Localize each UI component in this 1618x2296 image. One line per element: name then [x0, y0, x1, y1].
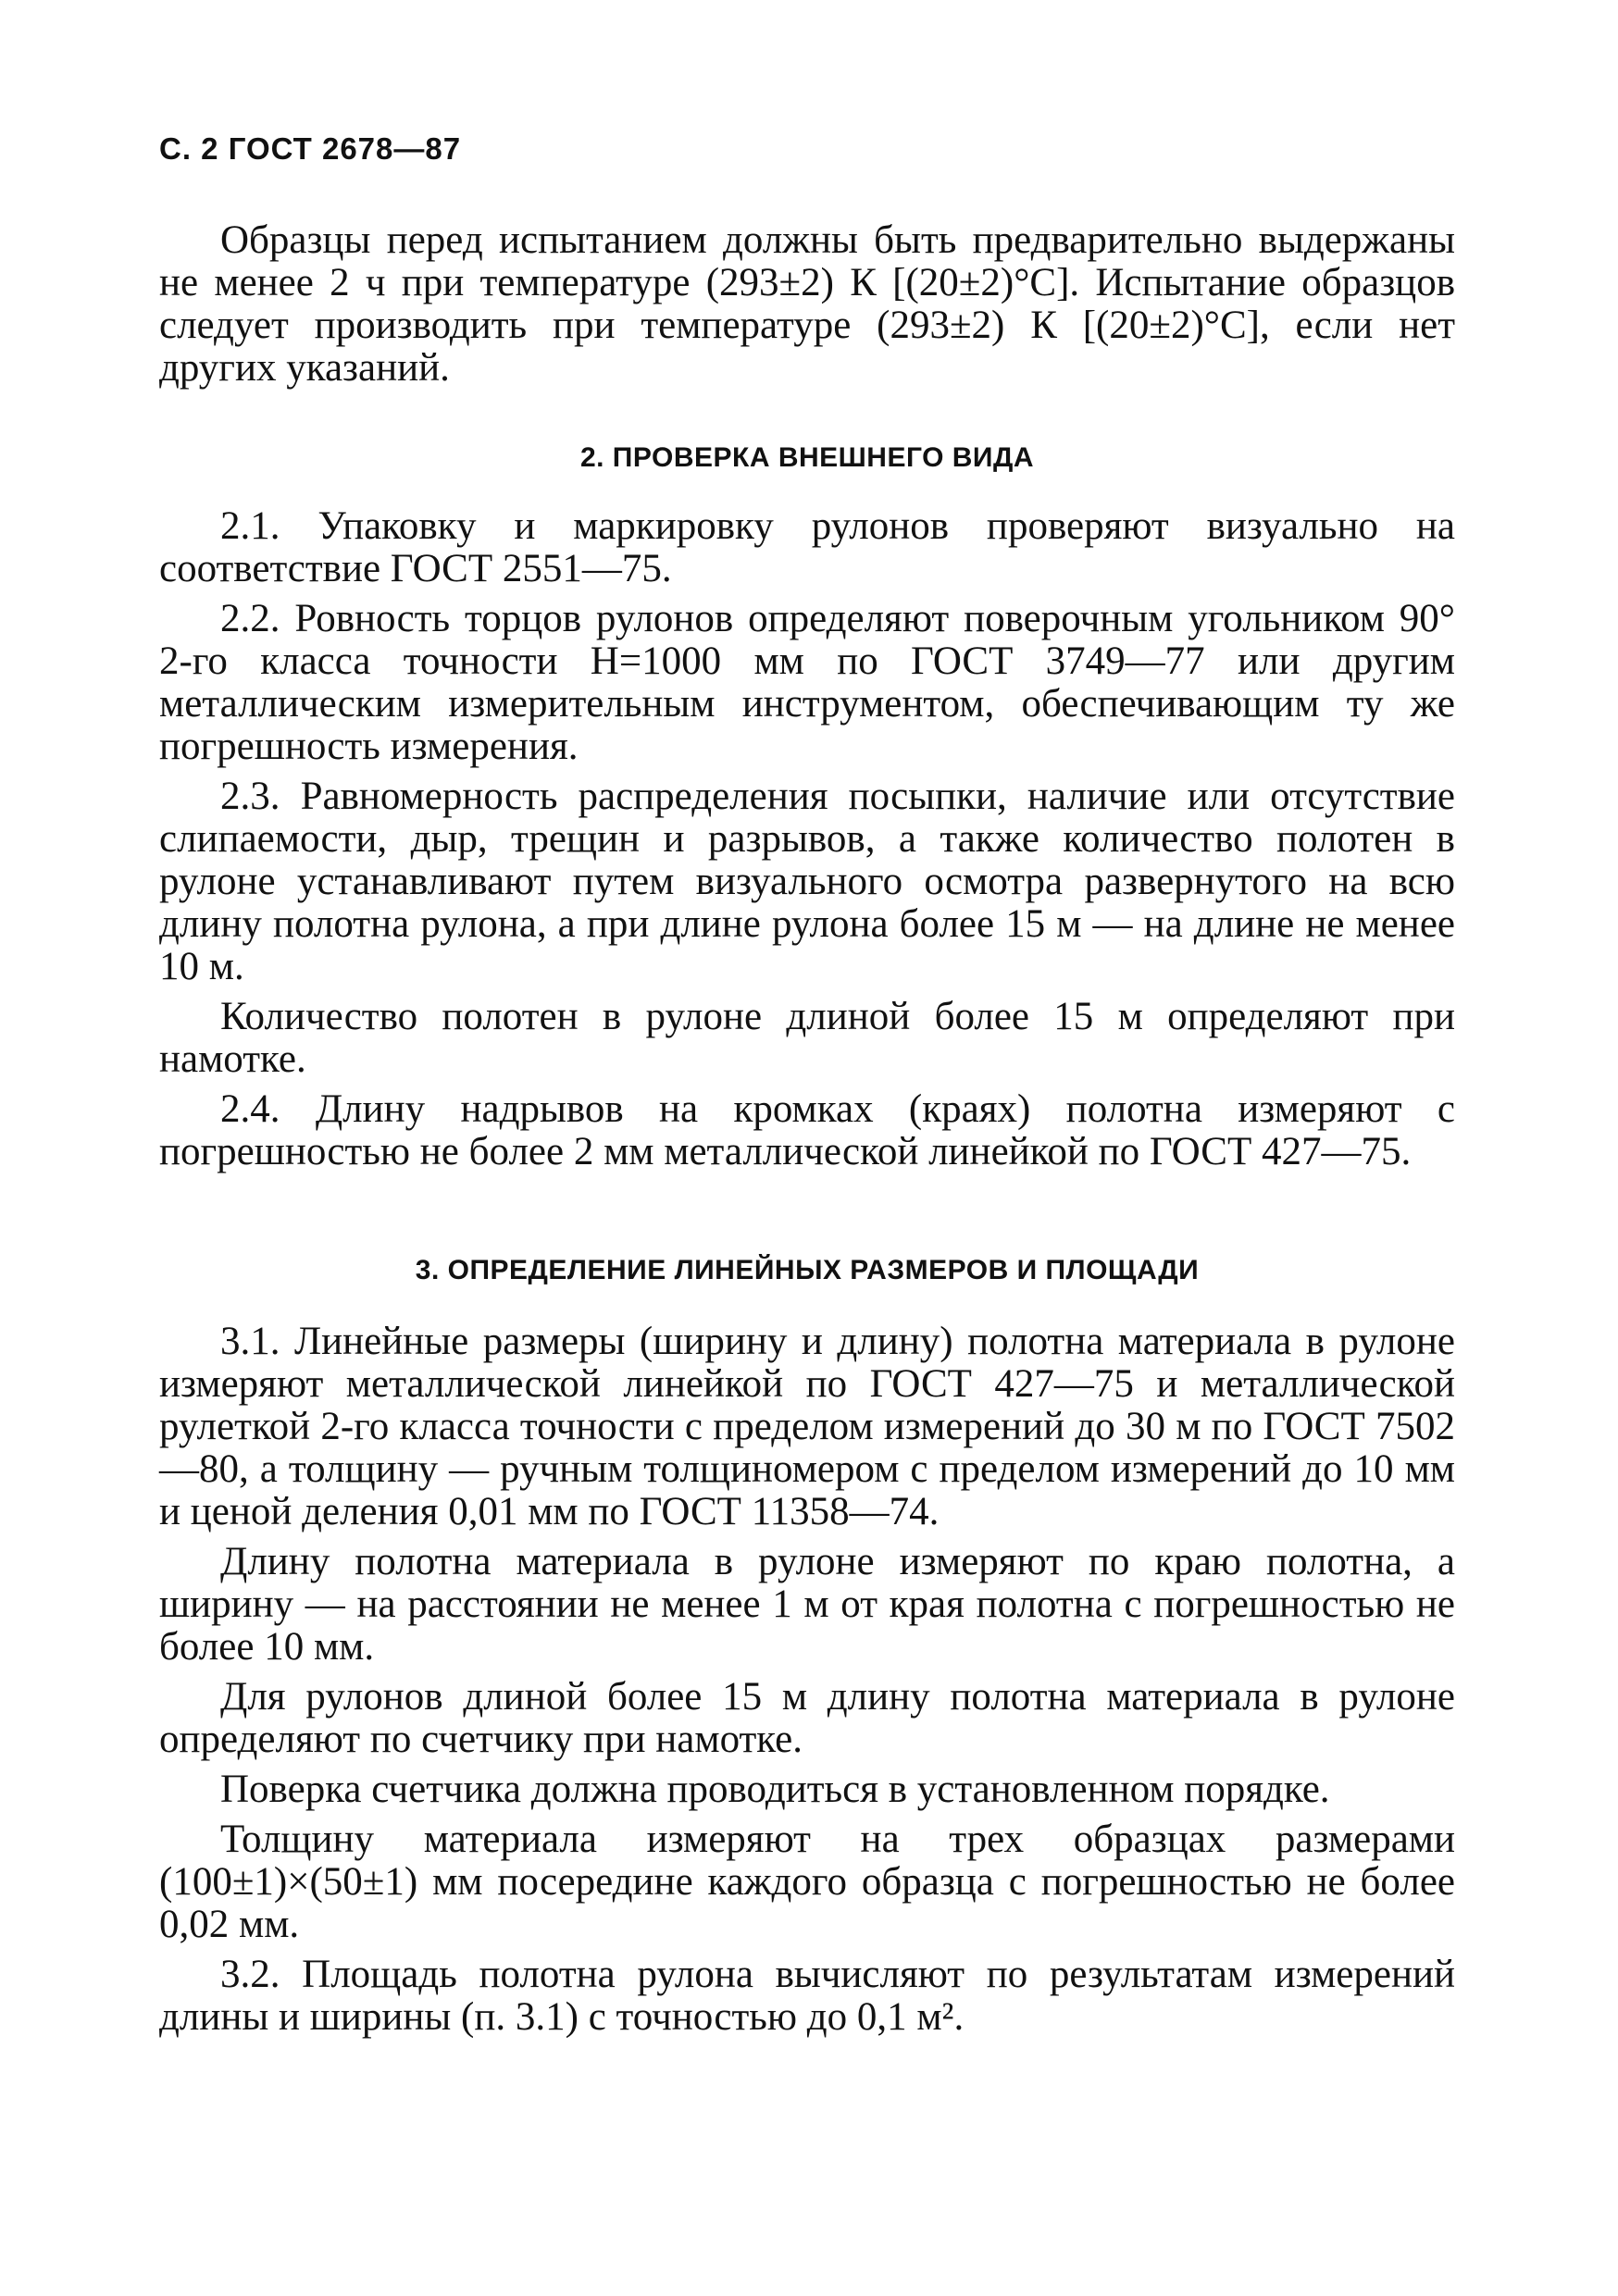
section-3-body — [159, 1321, 1455, 2039]
paragraph: 2.2. Ровность торцов рулонов определяют поверочным угольником 90° 2-го класса точности H=1000 мм по ГОСТ 3749—77 или другим металлическим измерительным инструментом, обеспечивающим ту же погрешность измерения. — [159, 597, 1455, 768]
paragraph: 2.3. Равномерность распределения посыпки, наличие или отсутствие слипаемости, дыр, трещин и разрывов, а также количество полотен в рулоне устанавливают путем визуального осмотра развернутого на всю длину полотна рулона, а при длине рулона более 15 м — на длине не менее 10 м. — [159, 775, 1455, 988]
paragraph: Количество полотен в рулоне длиной более 15 м определяют при намотке. — [159, 995, 1455, 1081]
section-heading: 3. ОПРЕДЕЛЕНИЕ ЛИНЕЙНЫХ РАЗМЕРОВ И ПЛОЩАДИ — [415, 1255, 1200, 1285]
section-2-body — [159, 505, 1455, 1173]
paragraph: Поверка счетчика должна проводиться в установленном порядке. — [220, 1768, 1330, 1811]
page-header: С. 2 ГОСТ 2678—87 — [159, 131, 462, 166]
paragraph: 2.1. Упаковку и маркировку рулонов проверяют визуально на соответствие ГОСТ 2551—75. — [159, 504, 1455, 590]
paragraph: 3.2. Площадь полотна рулона вычисляют по результатам измерений длины и ширины (п. 3.1) с точностью до 0,1 м². — [159, 1953, 1455, 2039]
paragraph: 2.4. Длину надрывов на кромках (краях) полотна измеряют с погрешностью не более 2 мм металлической линейкой по ГОСТ 427—75. — [159, 1087, 1455, 1173]
intro-section — [159, 219, 1455, 390]
paragraph: Толщину материала измеряют на трех образцах размерами (100±1)×(50±1) мм посередине каждого образца с погрешностью не более 0,02 мм. — [159, 1818, 1455, 1946]
paragraph: Для рулонов длиной более 15 м длину полотна материала в рулоне определяют по счетчику при намотке. — [159, 1675, 1455, 1761]
section-heading: 2. ПРОВЕРКА ВНЕШНЕГО ВИДА — [579, 442, 1035, 473]
paragraph: Длину полотна материала в рулоне измеряют по краю полотна, а ширину — на расстоянии не менее 1 м от края полотна с погрешностью не более 10 мм. — [159, 1540, 1455, 1669]
paragraph: 3.1. Линейные размеры (ширину и длину) полотна материала в рулоне измеряют металлической линейкой по ГОСТ 427—75 и металлической рулеткой 2-го класса точности с пределом измерений до 30 м по ГОСТ 7502—80, а толщину — ручным толщиномером с пределом измерений до 10 мм и ценой деления 0,01 мм по ГОСТ 11358—74. — [159, 1320, 1455, 1533]
paragraph: Образцы перед испытанием должны быть предварительно выдержаны не менее 2 ч при температуре (293±2) К [(20±2)°С]. Испытание образцов следует производить при температуре (293±2) К [(20±2)°С], если нет других указаний. — [159, 218, 1455, 390]
